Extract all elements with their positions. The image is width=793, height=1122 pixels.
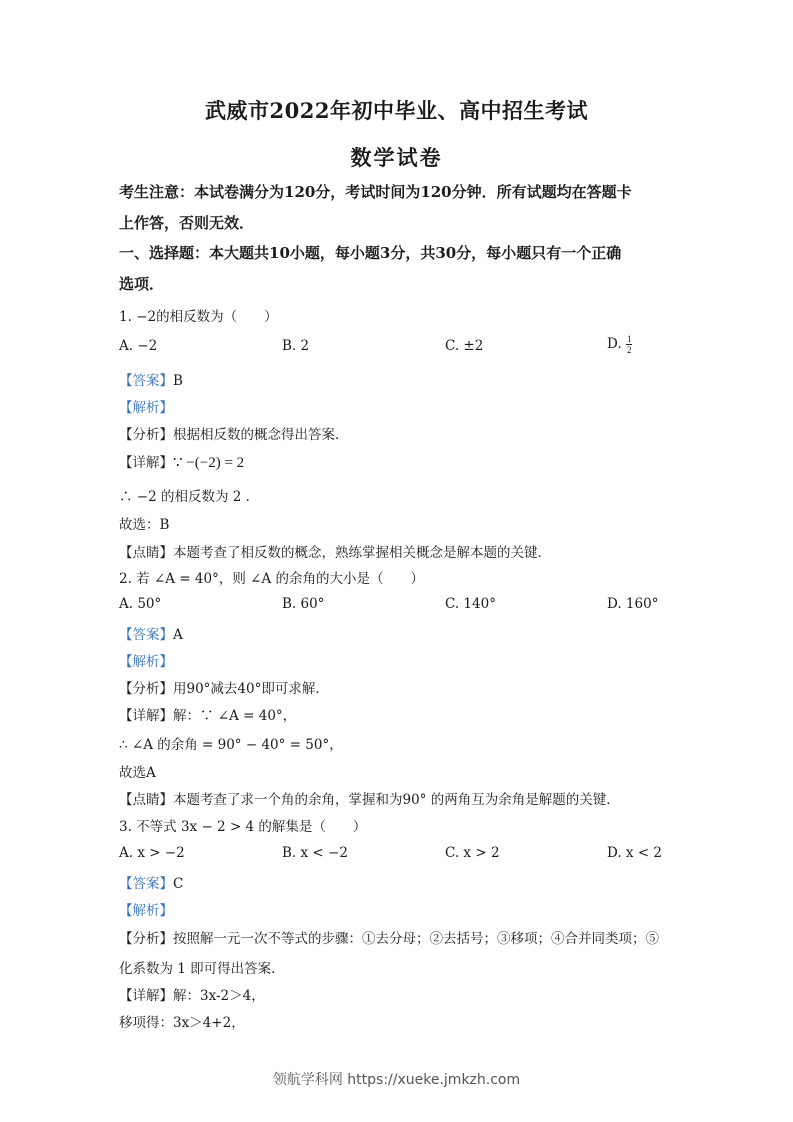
q3-moving: 移项得：3x＞4+2， [119,1015,245,1031]
q2-option-d: D. 160° [607,596,659,612]
fraction-numerator: 1 [626,334,632,344]
xiangjie-tag: 【详解】 [119,455,173,471]
q3-analysis-tag: 【解析】 [119,903,173,919]
q2-stem: 2. 若 ∠A = 40°，则 ∠A 的余角的大小是（ ） [119,571,424,587]
q3-answer [119,872,183,892]
page-footer: 领航学科网 https://xueke.jmkzh.com [272,1072,521,1088]
notice-line-2: 上作答，否则无效． [119,214,255,232]
q1-option-c: C. ±2 [445,338,484,354]
q2-analysis-tag: 【解析】 [119,654,173,670]
xiangjie-math: ∵ −(−2) = 2 [173,455,245,471]
q2-option-a: A. 50° [119,596,162,612]
q2-therefore: ∴ ∠A 的余角 = 90° − 40° = 50°， [119,737,343,753]
q1-answer [119,369,183,389]
q1-choose: 故选：B [119,517,170,533]
section-heading-line-1: 一、选择题：本大题共10小题，每小题3分，共30分，每小题只有一个正确 [119,244,622,262]
fraction-denominator: 2 [626,345,632,355]
q2-fenxi: 【分析】用90°减去40°即可求解． [119,681,329,697]
q2-option-c: C. 140° [445,596,496,612]
page-subtitle: 数学试卷 [350,145,443,170]
q3-fenxi-line-1: 【分析】按照解一元一次不等式的步骤：①去分母；②去括号；③移项；④合并同类项；⑤ [119,931,659,947]
q3-fenxi-line-2: 化系数为 1 即可得出答案． [119,961,285,977]
xiangjie-tag: 【详解】 [119,988,173,1004]
answer-value: C [173,876,184,892]
q3-option-b: B. x < −2 [282,845,348,861]
q3-option-c: C. x > 2 [445,845,500,861]
notice-line-1: 考生注意：本试卷满分为120分，考试时间为120分钟．所有试题均在答题卡 [119,183,632,201]
section-heading-line-2: 选项． [119,275,165,293]
q3-option-a: A. x > −2 [119,845,185,861]
q3-stem: 3. 不等式 3x − 2 > 4 的解集是（ ） [119,819,367,835]
q2-dianjing: 【点睛】本题考查了求一个角的余角，掌握和为90° 的两角互为余角是解题的关键． [119,792,620,808]
xiangjie-tag: 【详解】 [119,708,173,724]
q1-therefore: ∴ −2 的相反数为 2 ． [119,489,260,505]
q1-analysis-tag: 【解析】 [119,400,173,416]
q1-option-d [607,334,632,355]
answer-tag: 【答案】 [119,373,173,389]
q1-fenxi: 【分析】根据相反数的概念得出答案． [119,427,349,443]
answer-tag: 【答案】 [119,627,173,643]
q1-stem: 1. −2的相反数为（ ） [119,309,278,325]
answer-tag: 【答案】 [119,876,173,892]
xiangjie-text: 解：∵ ∠A = 40°， [173,708,297,724]
q1-option-b: B. 2 [282,338,310,354]
answer-value: B [173,373,183,389]
fraction [626,334,633,355]
q2-xiangjie [119,704,296,724]
q1-dianjing: 【点睛】本题考查了相反数的概念，熟练掌握相关概念是解本题的关键． [119,545,551,561]
q3-option-d: D. x < 2 [607,845,663,861]
q2-answer [119,623,183,643]
q1-xiangjie [119,451,244,472]
q1-option-d-label: D. [607,336,622,352]
answer-value: A [173,627,183,643]
q2-choose: 故选A [119,765,156,781]
xiangjie-text: 解：3x-2＞4， [173,988,265,1004]
q1-option-a: A. −2 [119,338,158,354]
page-title: 武威市2022年初中毕业、高中招生考试 [205,98,588,123]
q2-option-b: B. 60° [282,596,325,612]
q3-xiangjie [119,984,265,1004]
